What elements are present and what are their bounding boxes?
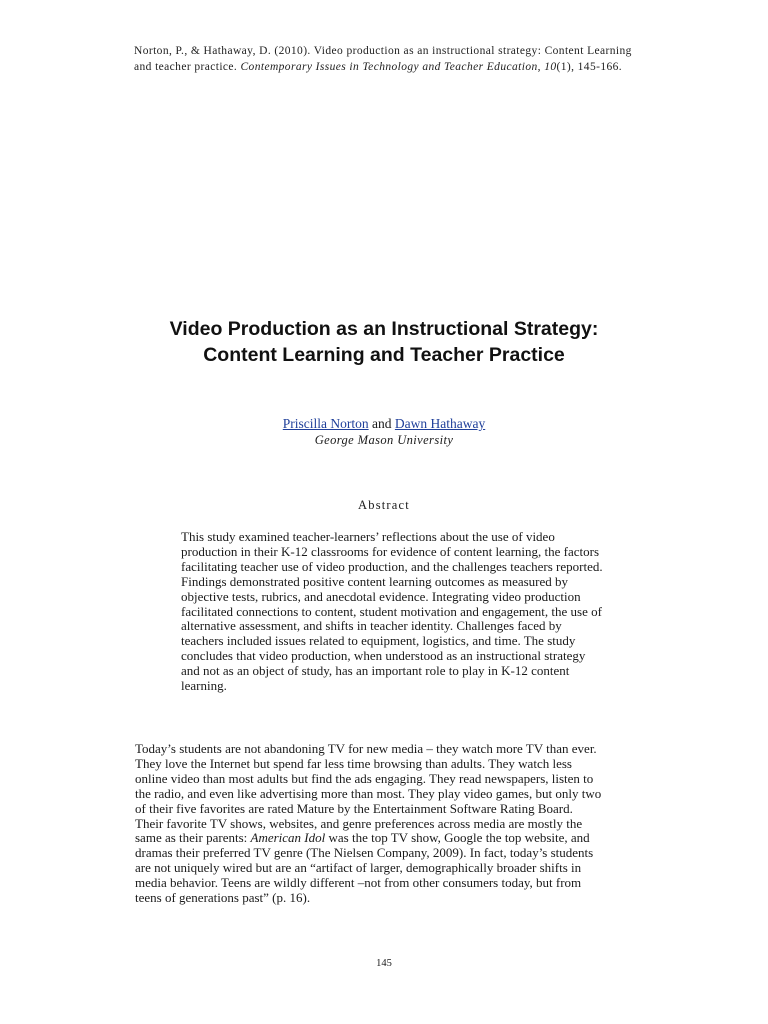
abstract-line: and not as an object of study, has an important role to play in K-12 content	[181, 663, 570, 679]
affiliation: George Mason University	[314, 433, 454, 447]
body-line: online video than most adults but find the ads engaging. They read newspapers, listen to	[135, 770, 594, 786]
body-line: Today’s students are not abandoning TV for new media – they watch more TV than ever.	[135, 741, 597, 756]
abstract-line: This study examined teacher-learners’ reflections about the use of video	[181, 529, 555, 544]
abstract-heading: Abstract	[358, 498, 410, 512]
citation-line-1: Norton, P., & Hathaway, D. (2010). Video production as an instructional strategy: Content Learning	[134, 45, 632, 57]
body-line: of their five favorites are rated Mature by the Entertainment Software Rating Board.	[135, 800, 573, 816]
abstract-line: facilitating teacher use of video production, and the challenges teachers reported.	[181, 558, 603, 574]
body-line-suffix: was the top TV show, Google the top website, and	[325, 830, 590, 846]
author-line	[0, 416, 768, 432]
author-link-norton[interactable]: Priscilla Norton	[282, 416, 369, 431]
body-line: teens of generations past” (p. 16).	[135, 890, 311, 906]
abstract-line: objective tests, rubrics, and anecdotal evidence. Integrating video production	[181, 588, 581, 604]
body-line: dramas their preferred TV genre (The Nielsen Company, 2009). In fact, today’s students	[135, 845, 594, 861]
body-line: Their favorite TV shows, websites, and genre preferences across media are mostly the	[135, 815, 583, 831]
show-title: American Idol	[250, 830, 326, 846]
citation-prefix: and teacher practice.	[134, 60, 241, 73]
body-line: media behavior. Teens are wildly different –not from other consumers today, but from	[135, 875, 582, 891]
journal-name: Contemporary Issues in Technology and Teacher Education	[240, 60, 538, 73]
volume-number: 10	[544, 60, 557, 73]
abstract-line: facilitated connections to content, student motivation and engagement, the use of	[181, 603, 602, 619]
body-paragraph	[135, 742, 635, 906]
body-line: the radio, and even like advertising more than most. They play video games, but only two	[135, 785, 602, 801]
title-line-1: Video Production as an Instructional Strategy:	[169, 318, 599, 340]
author-conjunction: and	[368, 416, 395, 431]
abstract-line: teachers included issues related to equipment, logistics, and time. The study	[181, 633, 576, 649]
title-line-2: Content Learning and Teacher Practice	[203, 344, 565, 366]
abstract-line: learning.	[181, 678, 227, 694]
abstract-line: concludes that video production, when understood as an instructional strategy	[181, 648, 586, 664]
abstract-line: Findings demonstrated positive content learning outcomes as measured by	[181, 573, 569, 589]
body-line	[135, 831, 635, 846]
body-line: are not uniquely wired but are an “artifact of larger, demographically broader shifts in	[135, 860, 582, 876]
citation-line-2	[134, 60, 644, 76]
citation-sep: ,	[537, 60, 545, 73]
abstract-text	[181, 530, 636, 694]
author-link-hathaway[interactable]: Dawn Hathaway	[394, 416, 486, 431]
page-number: 145	[376, 958, 392, 969]
abstract-line: production in their K-12 classrooms for evidence of content learning, the factors	[181, 543, 600, 559]
paper-title	[0, 316, 768, 368]
abstract-line: alternative assessment, and shifts in teacher identity. Challenges faced by	[181, 618, 562, 634]
body-line-prefix: same as their parents:	[135, 830, 251, 846]
citation-header	[134, 44, 644, 75]
issue-pages: (1), 145-166.	[556, 60, 623, 73]
body-line: They love the Internet but spend far less time browsing than adults. They watch less	[135, 755, 572, 771]
